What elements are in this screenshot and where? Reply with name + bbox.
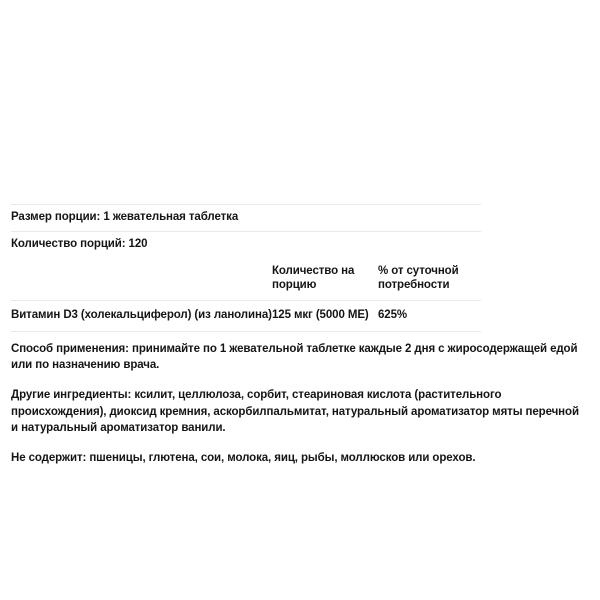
table-header — [11, 257, 481, 300]
serving-size-row: Размер порции: 1 жевательная таблетка — [11, 211, 239, 223]
servings-per-container-row: Количество порций: 120 — [11, 237, 148, 250]
directions-paragraph: Способ применения: принимайте по 1 жевательной таблетке каждые 2 дня с жиросодержащей едой или по назначению врача. — [11, 342, 578, 372]
cell-nutrient-name: Витамин D3 (холекальциферол) (из ланолина) — [11, 308, 272, 321]
supplement-facts-label — [0, 204, 600, 467]
column-header-nutrient — [11, 257, 272, 300]
table-header-row — [11, 257, 481, 300]
cell-percent-daily-value: 625% — [378, 308, 408, 321]
column-header-amount-per-serving: Количество на порцию — [272, 265, 355, 292]
bottom-whitespace — [0, 467, 600, 468]
cell-amount-per-serving: 125 мкг (5000 МЕ) — [272, 308, 369, 321]
supplement-facts-table — [11, 257, 481, 332]
allergen-free-paragraph: Не содержит: пшеницы, глютена, сои, молока, яиц, рыбы, моллюсков или орехов. — [11, 451, 476, 464]
table-body — [11, 300, 481, 331]
top-whitespace — [0, 0, 600, 204]
column-header-percent-daily-value: % от суточной потребности — [378, 265, 459, 292]
other-ingredients-paragraph: Другие ингредиенты: ксилит, целлюлоза, сорбит, стеариновая кислота (растительного происхождения), диоксид кремния, аскорбилпальмитат, натуральный ароматизатор мяты перечной и натуральный ароматизатор ванили. — [11, 388, 579, 435]
table-row — [11, 300, 481, 331]
